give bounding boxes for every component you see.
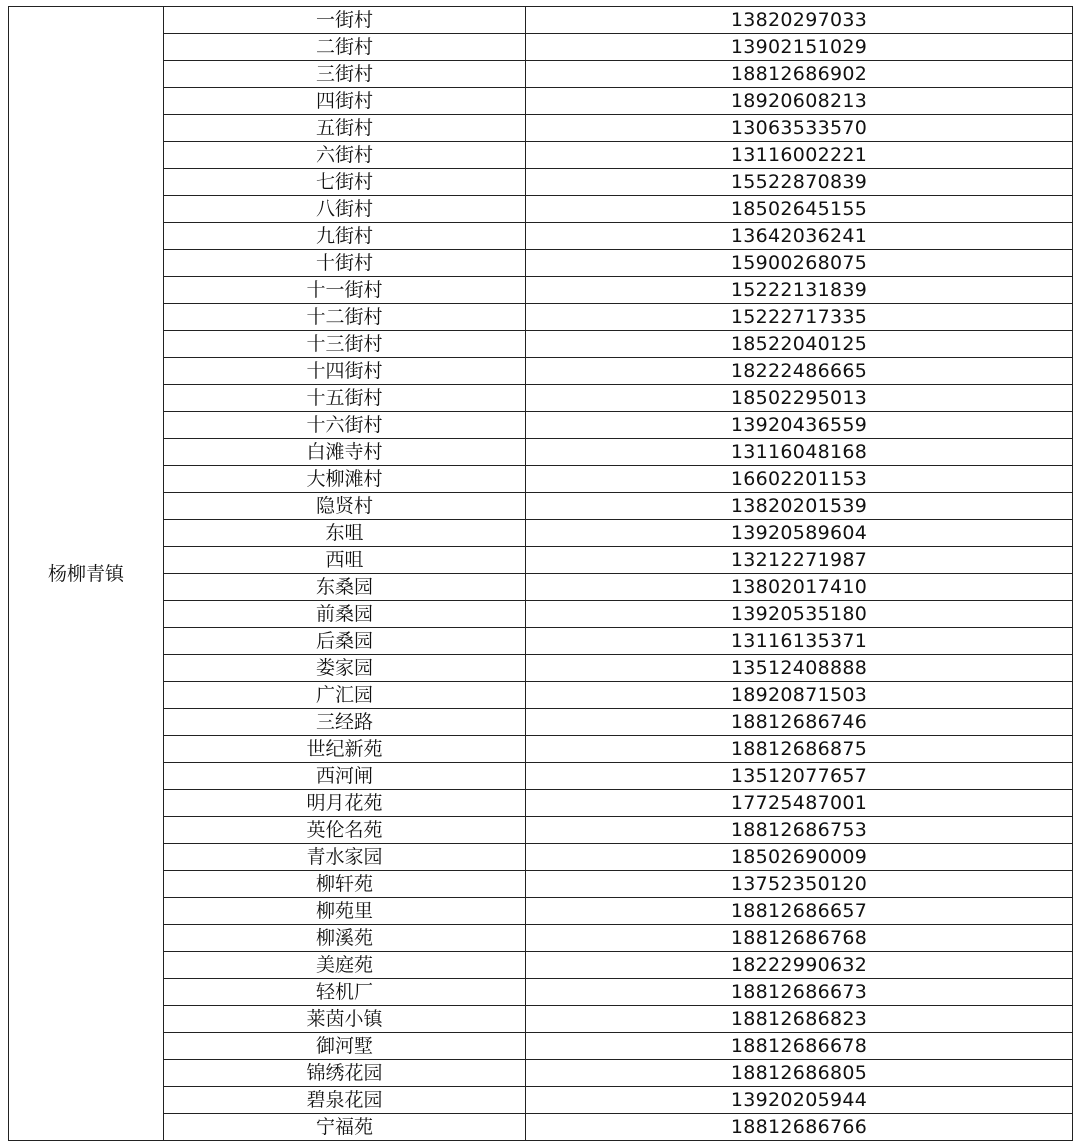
phone-number-cell: 13920436559 <box>526 412 1073 439</box>
table-row <box>9 871 1073 898</box>
phone-number-cell: 13920589604 <box>526 520 1073 547</box>
phone-number-cell: 13642036241 <box>526 223 1073 250</box>
phone-number-cell: 18222486665 <box>526 358 1073 385</box>
community-name-cell: 明月花苑 <box>164 790 526 817</box>
phone-number-cell: 18502690009 <box>526 844 1073 871</box>
table-row <box>9 736 1073 763</box>
community-name-cell: 六街村 <box>164 142 526 169</box>
phone-number-cell: 15222717335 <box>526 304 1073 331</box>
table-row <box>9 358 1073 385</box>
phone-number-cell: 18502645155 <box>526 196 1073 223</box>
phone-number-cell: 18222990632 <box>526 952 1073 979</box>
phone-number-cell: 15222131839 <box>526 277 1073 304</box>
table-row <box>9 331 1073 358</box>
table-row <box>9 574 1073 601</box>
community-name-cell: 柳苑里 <box>164 898 526 925</box>
table-row <box>9 898 1073 925</box>
community-name-cell: 锦绣花园 <box>164 1060 526 1087</box>
community-name-cell: 西河闸 <box>164 763 526 790</box>
community-name-cell: 御河墅 <box>164 1033 526 1060</box>
community-name-cell: 美庭苑 <box>164 952 526 979</box>
table-row <box>9 34 1073 61</box>
phone-number-cell: 13902151029 <box>526 34 1073 61</box>
phone-number-cell: 18812686673 <box>526 979 1073 1006</box>
table-row <box>9 844 1073 871</box>
community-name-cell: 宁福苑 <box>164 1114 526 1141</box>
table-row <box>9 250 1073 277</box>
phone-number-cell: 15522870839 <box>526 169 1073 196</box>
community-name-cell: 三经路 <box>164 709 526 736</box>
phone-number-cell: 18812686805 <box>526 1060 1073 1087</box>
phone-number-cell: 13802017410 <box>526 574 1073 601</box>
table-row <box>9 169 1073 196</box>
phone-number-cell: 13063533570 <box>526 115 1073 142</box>
phone-number-cell: 18920608213 <box>526 88 1073 115</box>
community-name-cell: 后桑园 <box>164 628 526 655</box>
phone-number-cell: 13820201539 <box>526 493 1073 520</box>
phone-number-cell: 13820297033 <box>526 7 1073 34</box>
table-row <box>9 709 1073 736</box>
table-row <box>9 7 1073 34</box>
phone-number-cell: 18812686766 <box>526 1114 1073 1141</box>
community-name-cell: 十二街村 <box>164 304 526 331</box>
phone-number-cell: 18920871503 <box>526 682 1073 709</box>
table-row <box>9 196 1073 223</box>
table-row <box>9 223 1073 250</box>
community-name-cell: 柳溪苑 <box>164 925 526 952</box>
community-name-cell: 十六街村 <box>164 412 526 439</box>
table-row <box>9 925 1073 952</box>
community-name-cell: 世纪新苑 <box>164 736 526 763</box>
table-row <box>9 88 1073 115</box>
community-name-cell: 碧泉花园 <box>164 1087 526 1114</box>
table-row <box>9 952 1073 979</box>
table-row <box>9 1033 1073 1060</box>
table-row <box>9 1087 1073 1114</box>
table-row <box>9 385 1073 412</box>
community-name-cell: 前桑园 <box>164 601 526 628</box>
table-row <box>9 493 1073 520</box>
community-name-cell: 东咀 <box>164 520 526 547</box>
community-name-cell: 轻机厂 <box>164 979 526 1006</box>
table-row <box>9 115 1073 142</box>
phone-number-cell: 18812686823 <box>526 1006 1073 1033</box>
community-name-cell: 柳轩苑 <box>164 871 526 898</box>
table-row <box>9 655 1073 682</box>
phone-number-cell: 18812686875 <box>526 736 1073 763</box>
phone-number-cell: 15900268075 <box>526 250 1073 277</box>
community-name-cell: 一街村 <box>164 7 526 34</box>
contact-table-body <box>9 7 1073 1141</box>
community-name-cell: 五街村 <box>164 115 526 142</box>
table-row <box>9 979 1073 1006</box>
phone-number-cell: 13116135371 <box>526 628 1073 655</box>
community-name-cell: 十五街村 <box>164 385 526 412</box>
phone-number-cell: 13920205944 <box>526 1087 1073 1114</box>
phone-number-cell: 13116002221 <box>526 142 1073 169</box>
community-name-cell: 隐贤村 <box>164 493 526 520</box>
table-row <box>9 304 1073 331</box>
table-row <box>9 1060 1073 1087</box>
community-name-cell: 四街村 <box>164 88 526 115</box>
phone-number-cell: 18812686902 <box>526 61 1073 88</box>
table-row <box>9 1006 1073 1033</box>
community-name-cell: 广汇园 <box>164 682 526 709</box>
community-name-cell: 东桑园 <box>164 574 526 601</box>
phone-number-cell: 18522040125 <box>526 331 1073 358</box>
table-row <box>9 466 1073 493</box>
contact-table <box>8 6 1073 1141</box>
community-name-cell: 大柳滩村 <box>164 466 526 493</box>
phone-number-cell: 16602201153 <box>526 466 1073 493</box>
community-name-cell: 十三街村 <box>164 331 526 358</box>
table-row <box>9 790 1073 817</box>
phone-number-cell: 13920535180 <box>526 601 1073 628</box>
phone-number-cell: 13512077657 <box>526 763 1073 790</box>
table-row <box>9 628 1073 655</box>
town-name-cell: 杨柳青镇 <box>9 7 164 1141</box>
phone-number-cell: 13512408888 <box>526 655 1073 682</box>
table-row <box>9 61 1073 88</box>
phone-number-cell: 17725487001 <box>526 790 1073 817</box>
table-row <box>9 439 1073 466</box>
community-name-cell: 九街村 <box>164 223 526 250</box>
phone-number-cell: 18812686678 <box>526 1033 1073 1060</box>
table-row <box>9 142 1073 169</box>
community-name-cell: 白滩寺村 <box>164 439 526 466</box>
community-name-cell: 娄家园 <box>164 655 526 682</box>
phone-number-cell: 18812686768 <box>526 925 1073 952</box>
community-name-cell: 三街村 <box>164 61 526 88</box>
community-name-cell: 七街村 <box>164 169 526 196</box>
phone-number-cell: 18502295013 <box>526 385 1073 412</box>
table-row <box>9 520 1073 547</box>
community-name-cell: 十街村 <box>164 250 526 277</box>
community-name-cell: 二街村 <box>164 34 526 61</box>
table-row <box>9 1114 1073 1141</box>
phone-number-cell: 13116048168 <box>526 439 1073 466</box>
community-name-cell: 十四街村 <box>164 358 526 385</box>
table-row <box>9 817 1073 844</box>
community-name-cell: 青水家园 <box>164 844 526 871</box>
phone-number-cell: 13212271987 <box>526 547 1073 574</box>
community-name-cell: 十一街村 <box>164 277 526 304</box>
community-name-cell: 西咀 <box>164 547 526 574</box>
phone-number-cell: 18812686657 <box>526 898 1073 925</box>
phone-number-cell: 13752350120 <box>526 871 1073 898</box>
community-name-cell: 英伦名苑 <box>164 817 526 844</box>
community-name-cell: 八街村 <box>164 196 526 223</box>
table-row <box>9 412 1073 439</box>
community-name-cell: 莱茵小镇 <box>164 1006 526 1033</box>
table-row <box>9 601 1073 628</box>
table-row <box>9 277 1073 304</box>
table-row <box>9 763 1073 790</box>
table-row <box>9 682 1073 709</box>
phone-number-cell: 18812686746 <box>526 709 1073 736</box>
table-row <box>9 547 1073 574</box>
phone-number-cell: 18812686753 <box>526 817 1073 844</box>
